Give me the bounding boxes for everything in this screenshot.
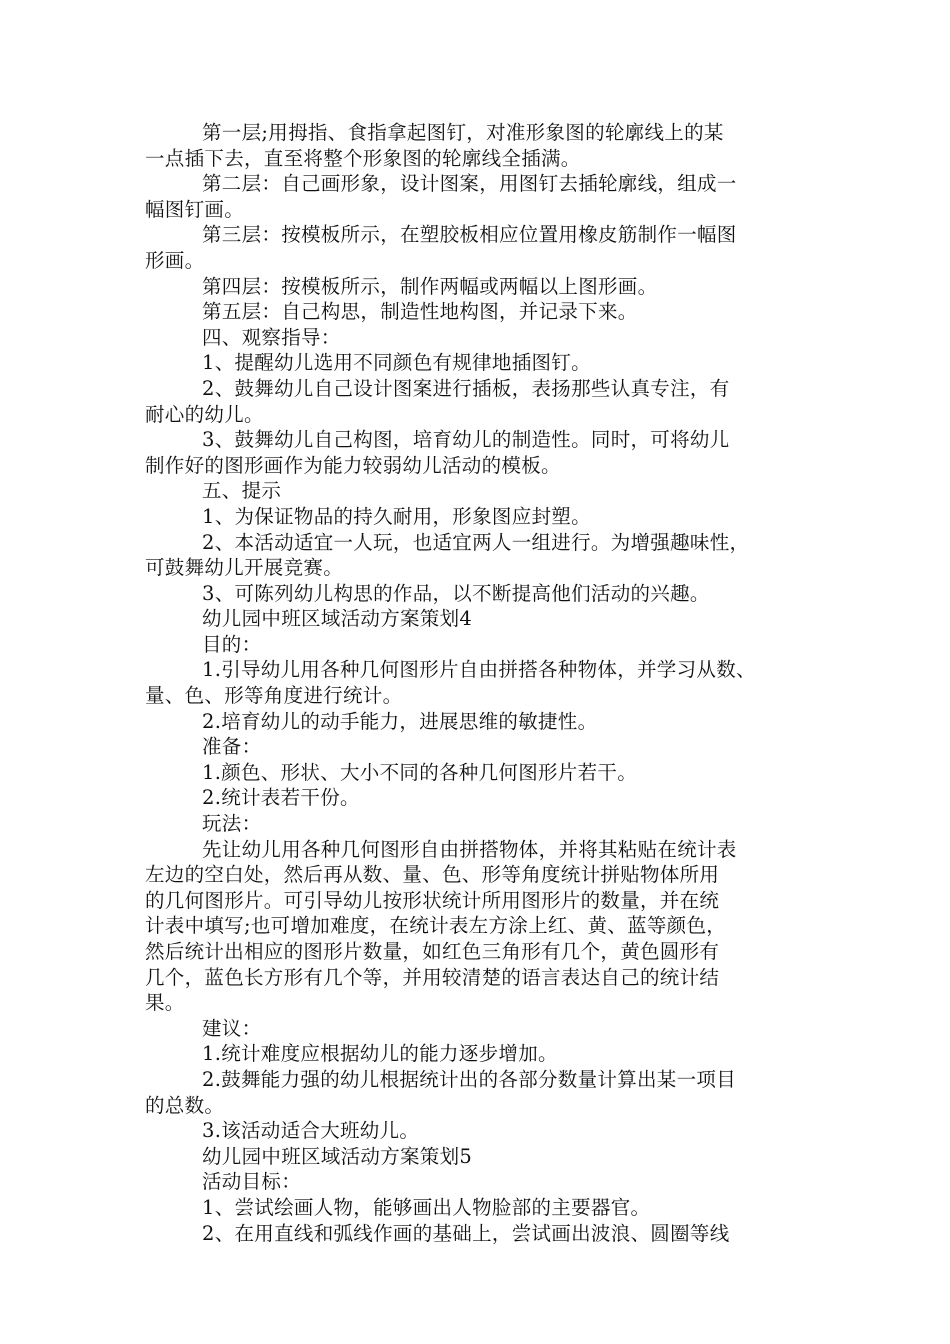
text-line: 第三层：按模板所示，在塑胶板相应位置用橡皮筋制作一幅图 bbox=[202, 223, 737, 247]
text-line: 幅图钉画。 bbox=[145, 197, 245, 221]
text-line: 2.鼓舞能力强的幼儿根据统计出的各部分数量计算出某一项目 bbox=[202, 1067, 737, 1091]
text-line: 左边的空白处，然后再从数、量、色、形等角度统计拼贴物体所用 bbox=[145, 863, 720, 887]
text-line: 2.统计表若干份。 bbox=[202, 786, 360, 810]
text-line: 2、鼓舞幼儿自己设计图案进行插板，表扬那些认真专注，有 bbox=[202, 376, 730, 400]
text-line: 幼儿园中班区域活动方案策划4 bbox=[202, 607, 473, 631]
text-line: 准备： bbox=[202, 735, 262, 759]
text-line: 2.培育幼儿的动手能力，进展思维的敏捷性。 bbox=[202, 709, 598, 733]
text-line: 耐心的幼儿。 bbox=[145, 402, 264, 426]
text-line: 建议： bbox=[202, 1016, 262, 1040]
text-line: 可鼓舞幼儿开展竞赛。 bbox=[145, 556, 344, 580]
text-line: 3.该活动适合大班幼儿。 bbox=[202, 1119, 420, 1143]
text-line: 1、尝试绘画人物，能够画出人物脸部的主要器官。 bbox=[202, 1195, 651, 1219]
text-line: 2、本活动适宜一人玩，也适宜两人一组进行。为增强趣味性， bbox=[202, 530, 750, 554]
text-line: 几个，蓝色长方形有几个等，并用较清楚的语言表达自己的统计结 bbox=[145, 965, 720, 989]
text-line: 然后统计出相应的图形片数量，如红色三角形有几个，黄色圆形有 bbox=[145, 940, 720, 963]
text-line: 目的： bbox=[202, 632, 262, 656]
text-line: 幼儿园中班区域活动方案策划5 bbox=[202, 1144, 473, 1168]
text-line: 第五层：自己构思，制造性地构图，并记录下来。 bbox=[202, 300, 638, 324]
text-line: 的几何图形片。可引导幼儿按形状统计所用图形片的数量，并在统 bbox=[145, 888, 720, 912]
text-line: 制作好的图形画作为能力较弱幼儿活动的模板。 bbox=[145, 453, 561, 477]
text-line: 计表中填写;也可增加难度，在统计表左方涂上红、黄、蓝等颜色， bbox=[145, 914, 727, 938]
text-line: 五、提示 bbox=[202, 479, 282, 503]
text-line: 的总数。 bbox=[145, 1093, 225, 1117]
text-line: 1.引导幼儿用各种几何图形片自由拼搭各种物体，并学习从数、 bbox=[202, 658, 756, 682]
text-line: 一点插下去，直至将整个形象图的轮廓线全插满。 bbox=[145, 146, 581, 170]
text-line: 3、鼓舞幼儿自己构图，培育幼儿的制造性。同时，可将幼儿 bbox=[202, 428, 730, 452]
text-line: 量、色、形等角度进行统计。 bbox=[145, 684, 403, 708]
text-line: 1.统计难度应根据幼儿的能力逐步增加。 bbox=[202, 1042, 558, 1066]
text-line: 1.颜色、形状、大小不同的各种几何图形片若干。 bbox=[202, 760, 638, 784]
text-line: 第二层：自己画形象，设计图案，用图钉去插轮廓线，组成一 bbox=[202, 172, 737, 196]
text-line: 3、可陈列幼儿构思的作品，以不断提高他们活动的兴趣。 bbox=[202, 581, 710, 605]
text-line: 1、为保证物品的持久耐用，形象图应封塑。 bbox=[202, 504, 591, 528]
text-line: 1、提醒幼儿选用不同颜色有规律地插图钉。 bbox=[202, 351, 591, 375]
text-line: 2、在用直线和弧线作画的基础上，尝试画出波浪、圆圈等线 bbox=[202, 1221, 730, 1245]
document-body bbox=[145, 120, 815, 1246]
text-line: 形画。 bbox=[145, 248, 205, 272]
text-line: 第四层：按模板所示，制作两幅或两幅以上图形画。 bbox=[202, 274, 658, 298]
text-line: 活动目标： bbox=[202, 1170, 302, 1194]
text-line: 先让幼儿用各种几何图形自由拼搭物体，并将其粘贴在统计表 bbox=[202, 837, 737, 861]
text-line: 第一层;用拇指、食指拿起图钉，对准形象图的轮廓线上的某 bbox=[202, 121, 724, 144]
text-line: 果。 bbox=[145, 991, 185, 1015]
text-line: 四、观察指导： bbox=[202, 325, 341, 349]
text-line: 玩法： bbox=[202, 812, 262, 836]
